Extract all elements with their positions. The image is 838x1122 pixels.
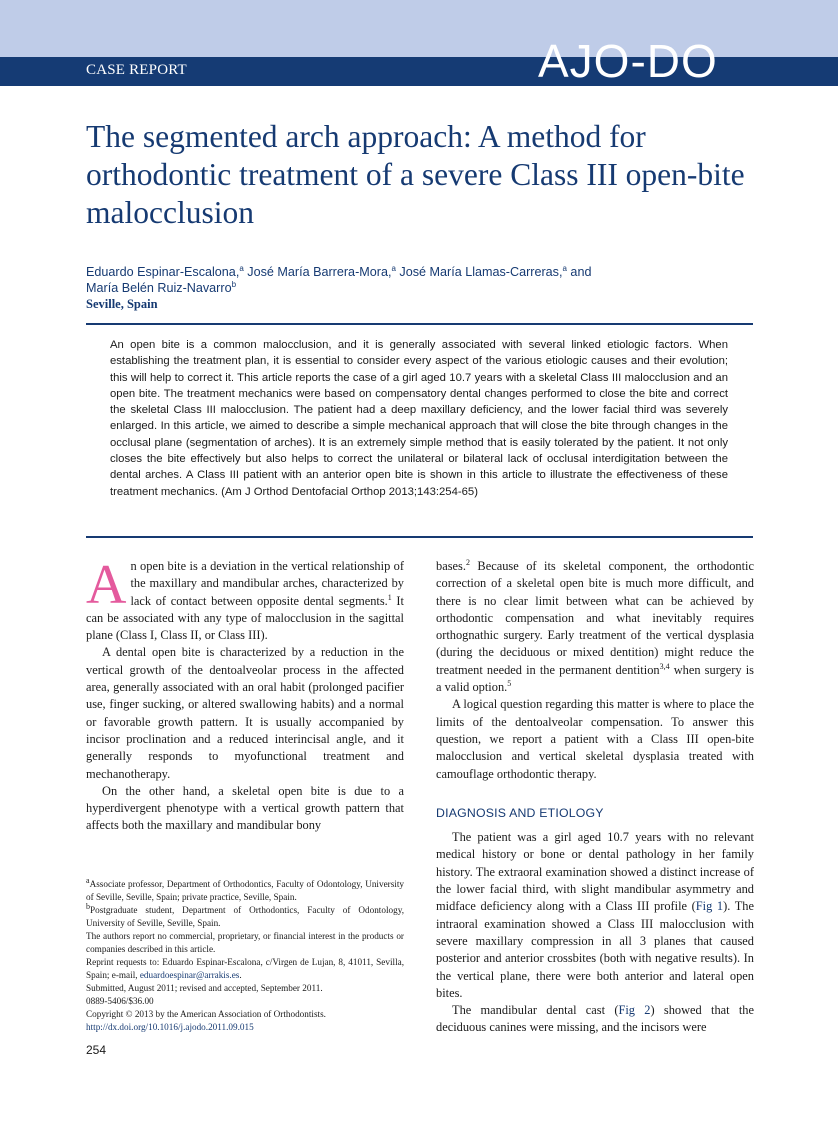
footnote-text: Reprint requests to: Eduardo Espinar-Escalona, c/Virgen de Lujan, 8, 41011, Sevilla, Spain; e-mail, bbox=[86, 957, 404, 980]
body-column-right bbox=[436, 558, 754, 1037]
author-affiliation-mark: a bbox=[239, 263, 244, 273]
body-text: Because of its skeletal component, the orthodontic correction of a skeletal open bite is much more difficult, and there is no clear limit between what can be achieved by orthodontic compensation and what inevitably requires orthognathic surgery. Early treatment of the vertical dysplasia (during the deciduous or mixed dentition) might reduce the treatment needed in the permanent dentition bbox=[436, 559, 754, 677]
abstract: An open bite is a common malocclusion, and it is generally associated with several linked etiologic factors. When establishing the treatment plan, it is essential to consider every aspect of the various etiologic causes and their evolution; this will help to correct it. This article reports the case of a girl aged 10.7 years with a skeletal Class III malocclusion and an open bite. The treatment mechanics were based on compensatory dental changes performed to close the bite and correct the skeletal Class III malocclusion. The patient had a deep maxillary deficiency, and the lower facial third was severely enlarged. In this article, we aimed to describe a simple mechanical approach that will close the bite through changes in the occlusal plane (segmentation of arches). It is an extremely simple method that is easily tolerated by the patient. It not only closes the bite effectively but also helps to correct the unilateral or bilateral lack of occlusal interdigitation between the dental arches. A Class III patient with an anterior open bite is shown in this article to illustrate the effectiveness of these treatment mechanics. (Am J Orthod Dentofacial Orthop 2013;143:254-65) bbox=[110, 339, 728, 498]
footnotes bbox=[86, 875, 404, 1034]
journal-logo: AJO-DO bbox=[538, 35, 718, 87]
footnote-affiliation bbox=[86, 875, 404, 904]
body-paragraph bbox=[86, 554, 404, 644]
body-text: It can be associated with any type of malocclusion in the sagittal plane (Class I, Class II, or Class III). bbox=[86, 593, 404, 643]
abstract-top-rule bbox=[86, 323, 753, 325]
author-affiliation-mark: a bbox=[562, 263, 567, 273]
email-link[interactable]: eduardoespinar@arrakis.es bbox=[139, 970, 240, 980]
footnote-issn: 0889-5406/$36.00 bbox=[86, 996, 154, 1006]
author-list bbox=[86, 264, 746, 296]
doi-link[interactable]: http://dx.doi.org/10.1016/j.ajodo.2011.09.015 bbox=[86, 1022, 254, 1032]
author-name: José María Barrera-Mora, bbox=[243, 265, 392, 279]
footnote-disclosure: The authors report no commercial, proprietary, or financial interest in the products or companies described in this article. bbox=[86, 931, 404, 954]
body-paragraph: A logical question regarding this matter is where to place the limits of the dentoalveolar compensation. To answer this question, we report a patient with a Class III open-bite malocclusion and vertical skeletal dysplasia treated with camouflage orthodontic therapy. bbox=[436, 697, 754, 781]
footnote-submission: Submitted, August 2011; revised and accepted, September 2011. bbox=[86, 983, 323, 993]
article-title: The segmented arch approach: A method for orthodontic treatment of a severe Class III open-bite malocclusion bbox=[86, 119, 745, 230]
figure-link[interactable]: Fig 1 bbox=[695, 899, 724, 914]
figure-link[interactable]: Fig 2 bbox=[618, 1003, 651, 1018]
author-name: María Belén Ruiz-Navarro bbox=[86, 281, 232, 295]
body-paragraph: A dental open bite is characterized by a reduction in the vertical growth of the dentoalveolar process in the affected area, generally associated with an oral habit (prolonged pacifier use, finger sucking, or altered swallowing habits) and a normal or favorable growth pattern. It is usually accompanied by incisor proclination and a reduced interincisal angle, and it generally responds to myofunctional treatment and mechanotherapy. bbox=[86, 645, 404, 781]
author-affiliation-mark: a bbox=[391, 263, 396, 273]
author-conjunction: and bbox=[566, 265, 592, 279]
body-paragraph bbox=[436, 1002, 754, 1037]
body-text: when surgery is a valid option. bbox=[436, 662, 754, 695]
body-text: ). The intraoral examination showed a Class III malocclusion with severe maxillary compression in all 3 planes that caused posterior and anterior crossbites (both with negative results). In the vertical plane, there were both anterior and lateral open bites. bbox=[436, 899, 754, 1000]
body-text: The patient was a girl aged 10.7 years with no relevant medical history or bone or dental pathology in her family history. The extraoral examination showed a distinct increase of the lower facial third, with slight mandibular asymmetry and midface deficiency along with a Class III profile ( bbox=[436, 830, 754, 914]
reference-citation[interactable]: 1 bbox=[387, 592, 392, 602]
body-text: n open bite is a deviation in the vertical relationship of the maxillary and mandibular arches, characterized by lack of contact between opposite dental segments. bbox=[130, 559, 404, 608]
body-paragraph bbox=[436, 829, 754, 1002]
footnote-copyright: Copyright © 2013 by the American Association of Orthodontists. bbox=[86, 1009, 326, 1019]
reference-citation[interactable]: 5 bbox=[507, 678, 512, 688]
body-text: ) showed that the deciduous canines were missing, and the incisors were bbox=[436, 1003, 754, 1035]
footnote-text: Postgraduate student, Department of Orthodontics, Faculty of Odontology, University of Seville, Seville, Spain. bbox=[86, 905, 404, 928]
footnote-reprint bbox=[86, 956, 404, 982]
body-column-left bbox=[86, 554, 404, 835]
footnote-text: . bbox=[239, 970, 242, 980]
body-text: bases. bbox=[436, 559, 466, 573]
page-number: 254 bbox=[86, 1043, 107, 1057]
drop-cap: A bbox=[86, 554, 127, 616]
reference-citation[interactable]: 2 bbox=[465, 557, 470, 567]
author-affiliation-mark: b bbox=[231, 279, 237, 289]
footnote-text: Associate professor, Department of Orthodontics, Faculty of Odontology, University of Seville, Seville, Spain; private practice, Seville, Spain. bbox=[86, 879, 404, 902]
footnote-affiliation bbox=[86, 901, 404, 930]
reference-citation[interactable]: 3,4 bbox=[659, 661, 670, 671]
body-paragraph bbox=[436, 558, 754, 696]
author-name: Eduardo Espinar-Escalona, bbox=[86, 265, 240, 279]
section-label: CASE REPORT bbox=[86, 62, 187, 78]
body-paragraph: On the other hand, a skeletal open bite is due to a hyperdivergent phenotype with a vertical growth pattern that affects both the maxillary and mandibular bony bbox=[86, 783, 404, 833]
abstract-bottom-rule bbox=[86, 536, 753, 538]
section-heading: DIAGNOSIS AND ETIOLOGY bbox=[436, 805, 604, 820]
author-location: Seville, Spain bbox=[86, 297, 158, 311]
footnote-mark: b bbox=[86, 901, 90, 911]
footnote-mark: a bbox=[86, 875, 90, 885]
body-text: The mandibular dental cast ( bbox=[452, 1003, 619, 1018]
author-name: José María Llamas-Carreras, bbox=[395, 265, 563, 279]
